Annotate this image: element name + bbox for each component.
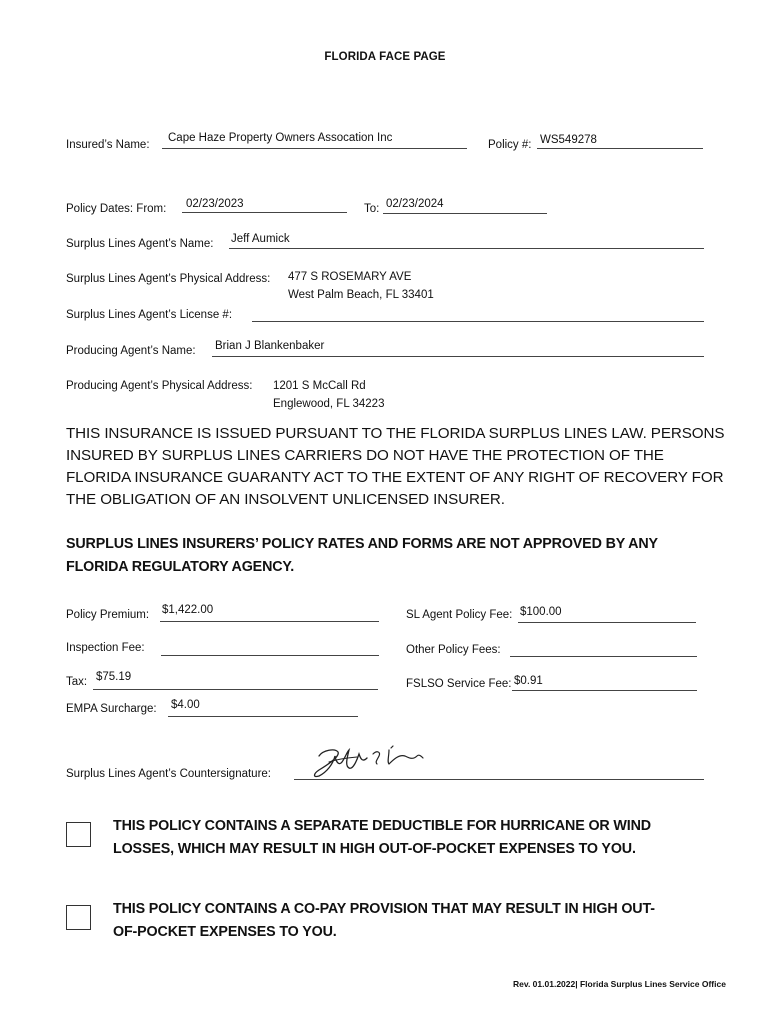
fslso-fee-label: FSLSO Service Fee: — [406, 678, 512, 690]
notice-rates-not-approved: SURPLUS LINES INSURERS’ POLICY RATES AND FORMS ARE NOT APPROVED BY ANY FLORIDA REGULATORY AGENCY. — [66, 536, 658, 575]
fslso-fee-value: $0.91 — [514, 675, 543, 687]
sl-agent-license-line — [252, 321, 704, 322]
policy-premium-label: Policy Premium: — [66, 609, 150, 621]
sl-agent-address-label: Surplus Lines Agent’s Physical Address: — [66, 273, 271, 285]
policy-number-label: Policy #: — [488, 139, 532, 151]
empa-surcharge-value: $4.00 — [171, 699, 200, 711]
policy-premium-value: $1,422.00 — [162, 604, 214, 616]
producing-agent-address-line1: 1201 S McCall Rd — [273, 380, 366, 392]
sl-agent-fee-label: SL Agent Policy Fee: — [406, 609, 513, 621]
tax-label: Tax: — [66, 676, 88, 688]
policy-dates-from-label: Policy Dates: From: — [66, 203, 167, 215]
page-title: FLORIDA FACE PAGE — [324, 51, 446, 63]
hurricane-deductible-text: THIS POLICY CONTAINS A SEPARATE DEDUCTIBLE FOR HURRICANE OR WIND LOSSES, WHICH MAY RESULT IN HIGH OUT-OF-POCKET EXPENSES TO YOU. — [113, 818, 651, 857]
insured-name-label: Insured’s Name: — [66, 139, 150, 151]
policy-dates-from-line — [182, 212, 347, 213]
co-pay-provision-checkbox[interactable] — [66, 905, 91, 930]
producing-agent-name-value: Brian J Blankenbaker — [215, 340, 325, 352]
inspection-fee-line — [161, 655, 379, 656]
tax-line — [93, 689, 378, 690]
policy-premium-line — [160, 621, 379, 622]
producing-agent-name-label: Producing Agent’s Name: — [66, 345, 196, 357]
sl-agent-fee-line — [518, 622, 696, 623]
producing-agent-address-label: Producing Agent’s Physical Address: — [66, 380, 253, 392]
policy-dates-to-line — [383, 213, 547, 214]
empa-surcharge-label: EMPA Surcharge: — [66, 703, 157, 715]
producing-agent-address-line2: Englewood, FL 34223 — [273, 398, 385, 410]
other-policy-fees-line — [510, 656, 697, 657]
policy-dates-to-label: To: — [364, 203, 380, 215]
hurricane-deductible-checkbox[interactable] — [66, 822, 91, 847]
policy-number-line — [537, 148, 703, 149]
notice-surplus-lines-law: THIS INSURANCE IS ISSUED PURSUANT TO THE FLORIDA SURPLUS LINES LAW. PERSONS INSURED BY SURPLUS LINES CARRIERS DO NOT HAVE THE PROTECTION OF THE FLORIDA INSURANCE GUARANTY ACT TO THE EXTENT OF ANY RIGHT OF RECOVERY FOR THE OBLIGATION OF AN INSOLVENT UNLICENSED INSURER. — [66, 425, 725, 508]
policy-dates-from-value: 02/23/2023 — [186, 198, 244, 210]
sl-agent-name-line — [229, 248, 704, 249]
sl-agent-address-line2: West Palm Beach, FL 33401 — [288, 289, 434, 301]
insured-name-value: Cape Haze Property Owners Assocation Inc — [168, 132, 393, 144]
fslso-fee-line — [512, 690, 697, 691]
tax-value: $75.19 — [96, 671, 132, 683]
co-pay-provision-text: THIS POLICY CONTAINS A CO-PAY PROVISION THAT MAY RESULT IN HIGH OUT-OF-POCKET EXPENSES TO YOU. — [113, 901, 655, 940]
producing-agent-name-line — [212, 356, 704, 357]
inspection-fee-label: Inspection Fee: — [66, 642, 145, 654]
sl-agent-fee-value: $100.00 — [520, 606, 562, 618]
empa-surcharge-line — [168, 716, 358, 717]
insured-name-line — [162, 148, 467, 149]
sl-agent-address-line1: 477 S ROSEMARY AVE — [288, 271, 412, 283]
sl-agent-name-label: Surplus Lines Agent’s Name: — [66, 238, 214, 250]
other-policy-fees-label: Other Policy Fees: — [406, 644, 501, 656]
countersignature-label: Surplus Lines Agent’s Countersignature: — [66, 768, 272, 780]
policy-number-value: WS549278 — [540, 134, 597, 146]
sl-agent-license-label: Surplus Lines Agent’s License #: — [66, 309, 233, 321]
sl-agent-name-value: Jeff Aumick — [231, 233, 290, 245]
countersignature-line — [294, 779, 704, 780]
revision-footer: Rev. 01.01.2022| Florida Surplus Lines Service Office — [513, 979, 726, 989]
policy-dates-to-value: 02/23/2024 — [386, 198, 444, 210]
countersignature-image — [305, 740, 440, 782]
